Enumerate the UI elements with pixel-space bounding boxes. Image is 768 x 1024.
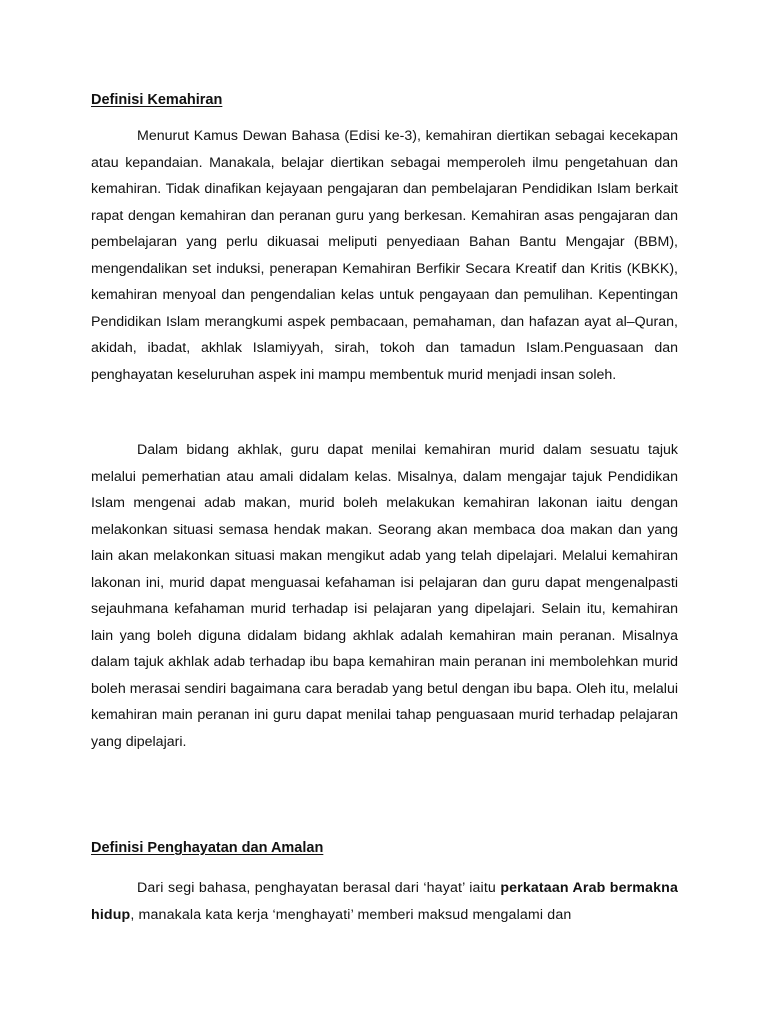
section-heading-kemahiran: Definisi Kemahiran (91, 92, 223, 108)
paragraph-kemahiran-1: Menurut Kamus Dewan Bahasa (Edisi ke-3), kemahiran diertikan sebagai kecekapan atau kepandaian. Manakala, belajar diertikan sebagai memperoleh ilmu pengetahuan dan kemahiran. Tidak dinafikan kejayaan pengajaran dan pembelajaran Pendidikan Islam berkait rapat dengan kemahiran dan peranan guru yang berkesan. Kemahiran asas pengajaran dan pembelajaran yang perlu dikuasai meliputi penyediaan Bahan Bantu Mengajar (BBM), mengendalikan set induksi, penerapan Kemahiran Berfikir Secara Kreatif dan Kritis (KBKK), kemahiran menyoal dan pengendalian kelas untuk pengayaan dan pemulihan. Kepentingan Pendidikan Islam merangkumi aspek pembacaan, pemahaman, dan hafazan ayat al–Quran, akidah, ibadat, akhlak Islamiyyah, sirah, tokoh dan tamadun Islam.Penguasaan dan penghayatan keseluruhan aspek ini mampu membentuk murid menjadi insan soleh. (91, 128, 678, 383)
section-heading-penghayatan: Definisi Penghayatan dan Amalan (91, 840, 324, 856)
paragraph-text-part: Dari segi bahasa, penghayatan berasal dari ‘hayat’ iaitu (137, 880, 501, 896)
paragraph-penghayatan-1 (91, 875, 678, 928)
paragraph-kemahiran-2: Dalam bidang akhlak, guru dapat menilai kemahiran murid dalam sesuatu tajuk melalui pemerhatian atau amali didalam kelas. Misalnya, dalam mengajar tajuk Pendidikan Islam mengenai adab makan, murid boleh melakukan kemahiran lakonan iaitu dengan melakonkan situasi semasa hendak makan. Seorang akan membaca doa makan dan yang lain akan melakonkan situasi makan mengikut adab yang telah dipelajari. Melalui kemahiran lakonan ini, murid dapat menguasai kefahaman isi pelajaran dan guru dapat mengenalpasti sejauhmana kefahaman murid terhadap isi pelajaran yang dipelajari. Selain itu, kemahiran lain yang boleh diguna didalam bidang akhlak adalah kemahiran main peranan. Misalnya dalam tajuk akhlak adab terhadap ibu bapa kemahiran main peranan ini membolehkan murid boleh merasai sendiri bagaimana cara beradab yang betul dengan ibu bapa. Oleh itu, melalui kemahiran main peranan ini guru dapat menilai tahap penguasaan murid terhadap pelajaran yang dipelajari. (91, 442, 678, 751)
paragraph-text-part: , manakala kata kerja ‘menghayati’ memberi maksud mengalami dan (130, 906, 572, 923)
paragraph-emphasis: perkataan Arab bermakna hidup (91, 880, 678, 923)
